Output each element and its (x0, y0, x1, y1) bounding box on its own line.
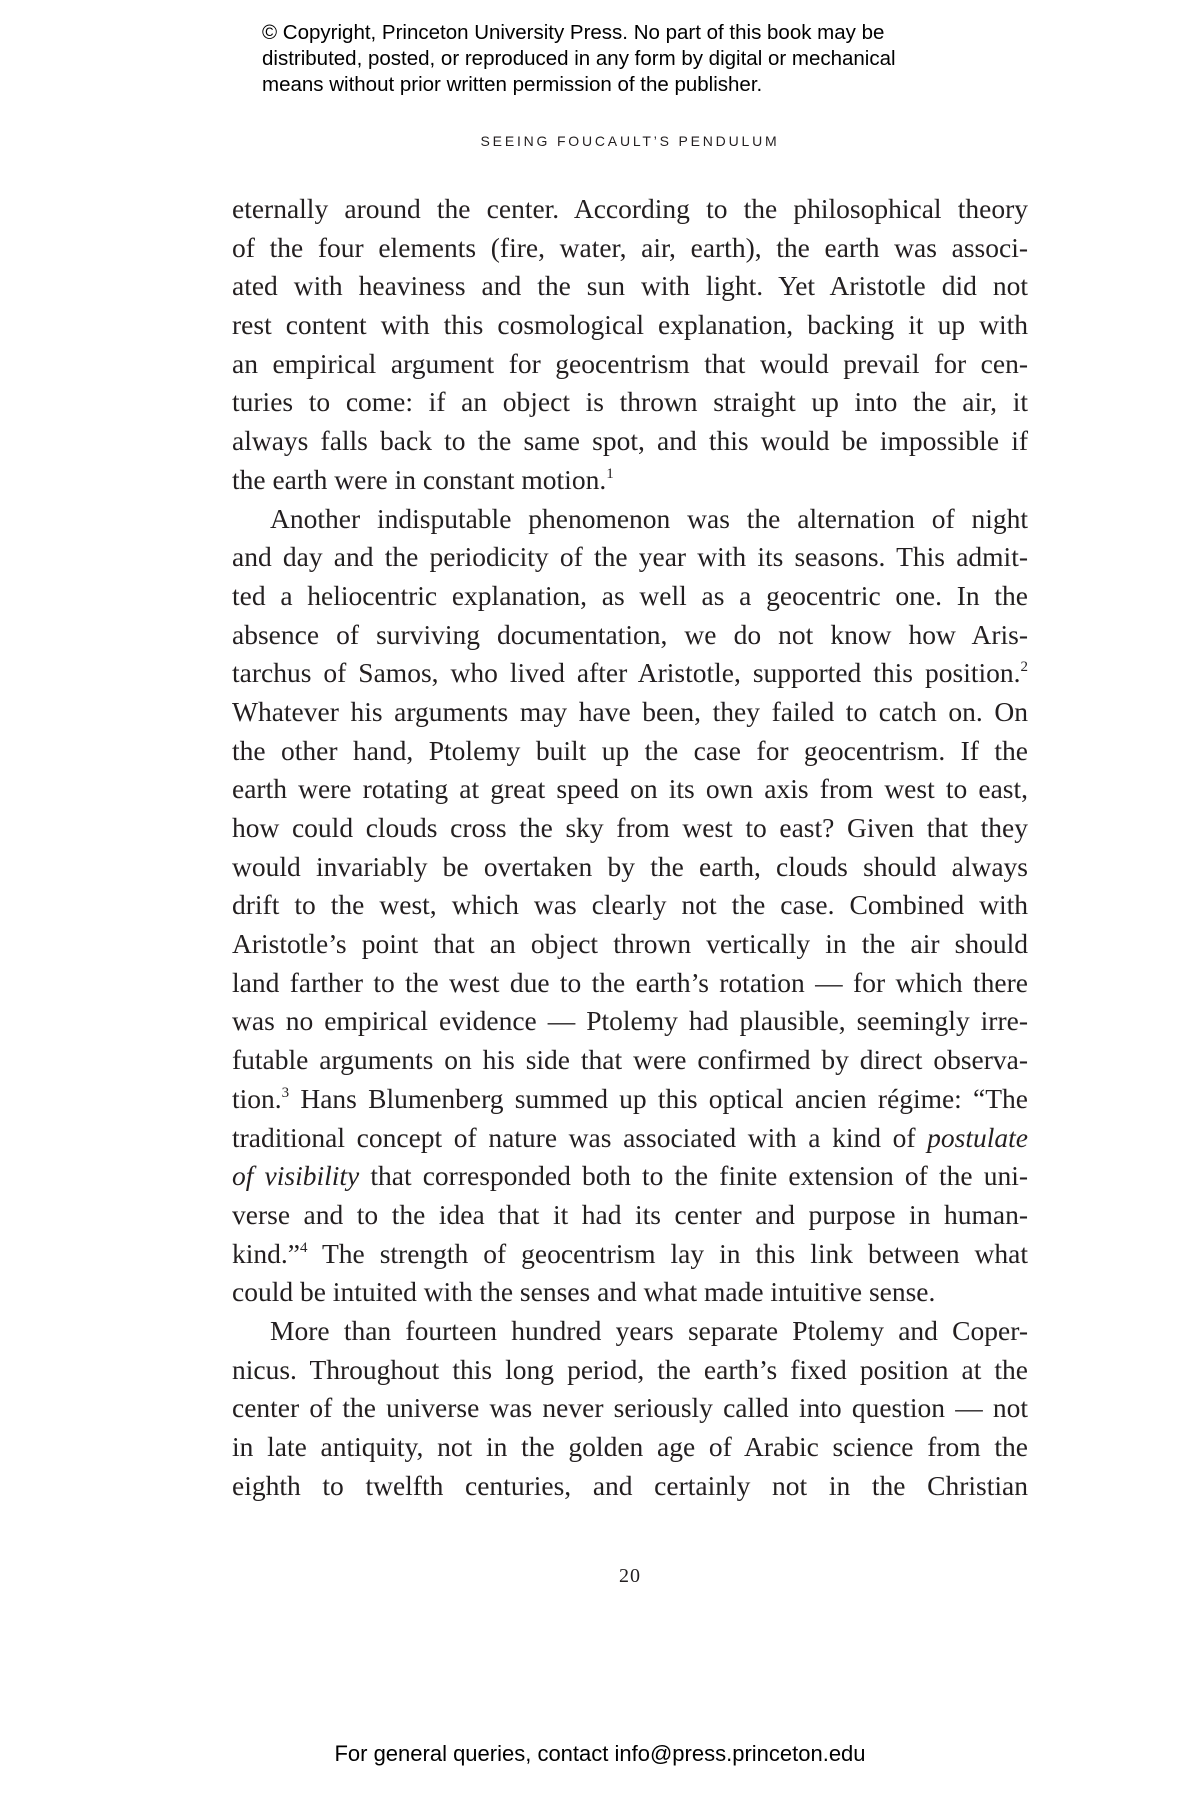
text-line (232, 1080, 1028, 1119)
copyright-line: © Copyright, Princeton University Press. No part of this book may be (262, 21, 885, 44)
paragraph-3 (232, 1312, 1028, 1505)
text-line: turies to come: if an object is thrown straight up into the air, it (232, 386, 1028, 418)
copyright-line: means without prior written permission of the publisher. (262, 73, 763, 96)
text-line: eternally around the center. According to the philosophical theory (232, 193, 1028, 224)
paragraph-2 (232, 500, 1028, 1312)
text-line: land farther to the west due to the earth’s rotation — for which there (232, 966, 1028, 998)
text-line: would invariably be overtaken by the earth, clouds should always (232, 850, 1028, 882)
text-line: center of the universe was never seriously called into question — not (232, 1392, 1028, 1424)
text-line: Aristotle’s point that an object thrown vertically in the air should (232, 928, 1028, 960)
italic-phrase: of visibility (232, 1160, 360, 1192)
text-line: an empirical argument for geocentrism that would prevail for cen- (232, 347, 1028, 379)
text-line (232, 1157, 1028, 1196)
footnote-marker[interactable]: 1 (606, 465, 614, 482)
text-line (232, 654, 1028, 693)
text-line (232, 1119, 1028, 1158)
text-line: verse and to the idea that it had its center and purpose in human- (232, 1198, 1028, 1230)
footnote-marker[interactable]: 2 (1020, 659, 1028, 676)
contact-line: For general queries, contact info@press.princeton.edu (334, 1741, 866, 1766)
text-segment: tion. (232, 1082, 282, 1114)
copyright-notice (262, 20, 982, 98)
text-line: futable arguments on his side that were confirmed by direct observa- (232, 1044, 1028, 1076)
text-segment: the earth were in constant motion. (232, 463, 607, 495)
text-line: eighth to twelfth centuries, and certainly not in the Christian (232, 1469, 1028, 1501)
text-line: More than fourteen hundred years separate Ptolemy and Coper- (270, 1314, 1028, 1346)
running-head: SEEING FOUCAULT’S PENDULUM (480, 133, 780, 149)
text-line: and day and the periodicity of the year with its seasons. This admit- (232, 541, 1028, 573)
text-segment: kind.” (232, 1237, 300, 1269)
text-segment: tarchus of Samos, who lived after Aristotle, supported this position. (232, 657, 1021, 689)
page-number: 20 (619, 1565, 641, 1587)
text-line: rest content with this cosmological explanation, backing it up with (232, 309, 1028, 341)
text-line: was no empirical evidence — Ptolemy had plausible, seemingly irre- (232, 1005, 1028, 1037)
footnote-marker[interactable]: 4 (299, 1239, 308, 1256)
footnote-marker[interactable]: 3 (281, 1084, 290, 1101)
text-line (232, 1235, 1028, 1274)
text-line: earth were rotating at great speed on its own axis from west to east, (232, 773, 1028, 805)
text-segment: The strength of geocentrism lay in this link between what (307, 1237, 1028, 1269)
body-text (232, 190, 1028, 1505)
text-line: nicus. Throughout this long period, the earth’s fixed position at the (232, 1353, 1028, 1385)
text-segment: Hans Blumenberg summed up this optical ancien régime: “The (289, 1082, 1028, 1114)
text-line: ted a heliocentric explanation, as well as a geocentric one. In the (232, 579, 1028, 611)
text-line: always falls back to the same spot, and this would be impossible if (232, 425, 1028, 457)
text-line: ated with heaviness and the sun with light. Yet Aristotle did not (232, 270, 1028, 302)
copyright-line: distributed, posted, or reproduced in any form by digital or mechanical (262, 47, 896, 70)
text-segment: that corresponded both to the finite extension of the uni- (359, 1160, 1028, 1192)
text-line: of the four elements (fire, water, air, earth), the earth was associ- (232, 231, 1028, 263)
text-line: how could clouds cross the sky from west to east? Given that they (232, 812, 1028, 843)
text-line: could be intuited with the senses and what made intuitive sense. (232, 1276, 936, 1308)
italic-phrase: postulate (927, 1121, 1028, 1153)
text-line: the other hand, Ptolemy built up the case for geocentrism. If the (232, 734, 1028, 766)
text-line: in late antiquity, not in the golden age of Arabic science from the (232, 1431, 1028, 1462)
text-line: drift to the west, which was clearly not the case. Combined with (232, 889, 1028, 921)
text-segment: traditional concept of nature was associated with a kind of (232, 1121, 928, 1153)
text-line (232, 461, 1028, 500)
text-line: Another indisputable phenomenon was the alternation of night (270, 502, 1028, 534)
text-line: Whatever his arguments may have been, they failed to catch on. On (232, 695, 1028, 727)
paragraph-1 (232, 190, 1028, 500)
text-line: absence of surviving documentation, we do not know how Aris- (232, 618, 1028, 650)
